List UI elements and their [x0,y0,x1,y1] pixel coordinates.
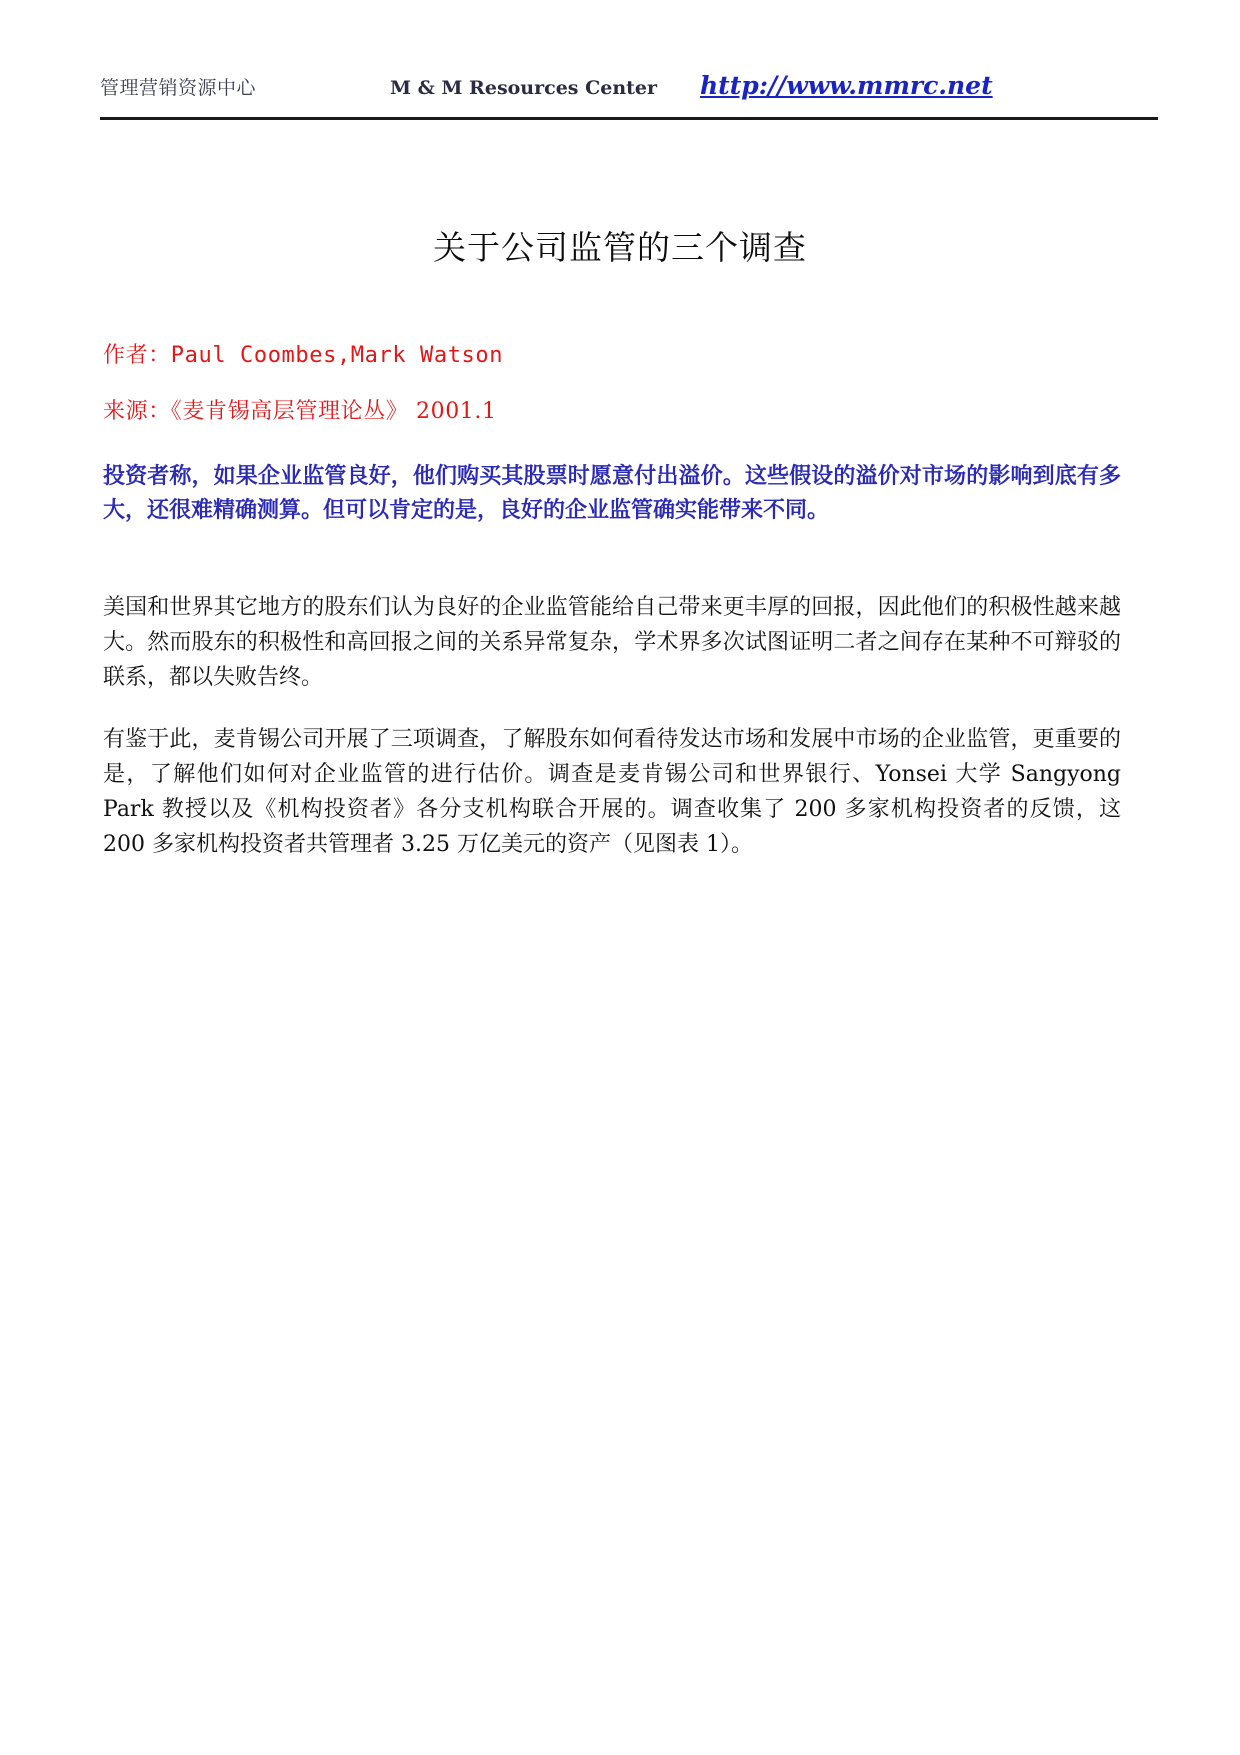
source-line: 来源：《麦肯锡高层管理论丛》 2001.1 [103,399,497,424]
body-paragraph-2: 有鉴于此，麦肯锡公司开展了三项调查，了解股东如何看待发达市场和发展中市场的企业监管，更重要的是，了解他们如何对企业监管的进行估价。调查是麦肯锡公司和世界银行、Yonsei 大学 Sangyong Park 教授以及《机构投资者》各分支机构联合开展的。调查收集了 200 多家机构投资者的反馈，这 200 多家机构投资者共管理者 3.25 万亿美元的资产（见图表 1）。 [103,727,1121,857]
header-site-name-en: M & M Resources Center [390,77,658,99]
body-paragraph-1: 美国和世界其它地方的股东们认为良好的企业监管能给自己带来更丰厚的回报，因此他们的积极性越来越大。然而股东的积极性和高回报之间的关系异常复杂，学术界多次试图证明二者之间存在某种不可辩驳的联系，都以失败告终。 [103,595,1121,690]
document-body [103,345,1121,862]
lead-paragraph: 投资者称，如果企业监管良好，他们购买其股票时愿意付出溢价。这些假设的溢价对市场的影响到底有多大，还很难精确测算。但可以肯定的是，良好的企业监管确实能带来不同。 [103,463,1121,524]
header-site-name-cn: 管理营销资源中心 [100,77,257,99]
page-header [100,71,1158,120]
author-line: 作者：Paul Coombes,Mark Watson [103,343,504,368]
header-site-url-link[interactable]: http://www.mmrc.net [700,71,993,100]
page-title: 关于公司监管的三个调查 [433,228,807,267]
